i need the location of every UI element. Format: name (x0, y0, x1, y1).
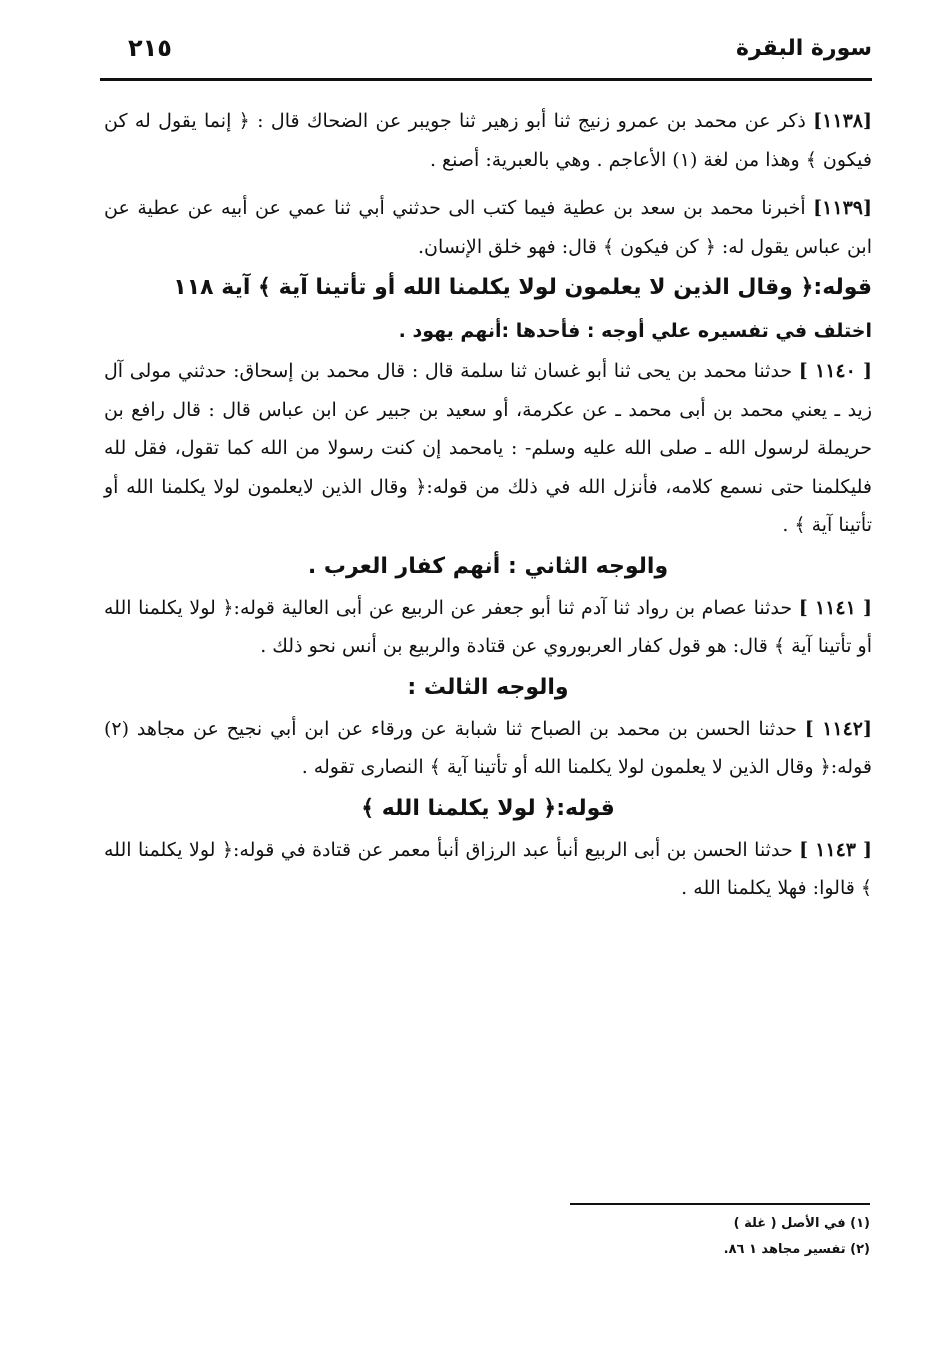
entry-text: حدثنا الحسن بن محمد بن الصباح ثنا شبابة عن ورقاء عن ابن أبي نجيح عن مجاهد (٢) قوله:﴿ وقال الذين لا يعلمون لولا يكلمنا الله أو تأتينا آية ﴾ النصارى تقوله . (104, 717, 872, 778)
entry-text: حدثنا محمد بن يحى ثنا أبو غسان ثنا سلمة قال : قال محمد بن إسحاق: حدثني مولى آل زيد ـ يعني محمد بن أبى محمد ـ عن عكرمة، أو سعيد بن جبير عن ابن عباس قال : قال رافع بن حريملة لرسول الله ـ صلى الله عليه وسلم- : يامحمد إن كنت رسولا من الله كما تقول، فقل لله فليكلمنا حتى نسمع كلامه، فأنزل الله في ذلك من قوله:﴿ وقال الذين لايعلمون لولا يكلمنا الله أو تأتينا آية ﴾ . (104, 360, 872, 536)
heading-verse-part: قوله:﴿ لولا يكلمنا الله ﴾ (361, 795, 615, 821)
footnote-1: (١) في الأصل ( غلة ) (733, 1216, 870, 1231)
header-rule (100, 78, 872, 81)
entry-1139 (104, 189, 872, 266)
entry-number: [ ١١٤٠ ] (798, 360, 872, 382)
page-number: ٢١٥ (128, 34, 172, 62)
entry-number: [١١٣٨] (813, 110, 872, 132)
entry-1142 (104, 710, 872, 787)
entry-1138 (104, 102, 872, 179)
entry-text: ذكر عن محمد بن عمرو زنيج ثنا أبو زهير ثنا جويبر عن الضحاك قال : ﴿ إنما يقول له كن فيكون ﴾ وهذا من لغة (١) الأعاجم . وهي بالعبرية: أصنع . (104, 110, 872, 171)
heading-third-view: والوجه الثالث : (407, 674, 569, 700)
entry-1141 (104, 589, 872, 666)
entry-text: حدثنا عصام بن رواد ثنا آدم ثنا أبو جعفر عن الربيع عن أبى العالية قوله:﴿ لولا يكلمنا الله أو تأتينا آية ﴾ قال: هو قول كفار العربوروي عن قتادة والربيع بن أنس نحو ذلك . (104, 596, 872, 657)
heading-second-view: والوجه الثاني : أنهم كفار العرب . (307, 553, 669, 579)
page-body (104, 102, 872, 908)
entry-number: [ ١١٤٣ ] (799, 838, 872, 861)
entry-1143 (104, 831, 872, 908)
footnote-rule (570, 1203, 870, 1205)
entry-text: أخبرنا محمد بن سعد بن عطية فيما كتب الى حدثني أبي ثنا عمي عن أبيه عن عطية عن ابن عباس يقول له: ﴿ كن فيكون ﴾ قال: فهو خلق الإنسان. (104, 197, 872, 258)
footnote-2: (٢) تفسير مجاهد ١ ٨٦. (723, 1242, 870, 1257)
entry-number: [ ١١٤١ ] (798, 596, 872, 619)
entry-number: [١١٤٢ ] (804, 717, 873, 740)
footnotes (570, 1203, 870, 1263)
entry-text: حدثنا الحسن بن أبى الربيع أنبأ عبد الرزاق أنبأ معمر عن قتادة في قوله:﴿ لولا يكلمنا الله ﴾ قالوا: فهلا يكلمنا الله . (104, 838, 872, 899)
entry-number: [١١٣٩] (813, 197, 872, 219)
entry-1140 (104, 352, 872, 545)
subheading-first-view: اختلف في تفسيره علي أوجه : فأحدها :أنهم يهود . (398, 320, 872, 342)
verse-heading: قوله:﴿ وقال الذين لا يعلمون لولا يكلمنا الله أو تأتينا آية ﴾ آية ١١٨ (173, 275, 872, 300)
page-header (100, 36, 872, 78)
surah-title: سورة البقرة (735, 36, 872, 61)
